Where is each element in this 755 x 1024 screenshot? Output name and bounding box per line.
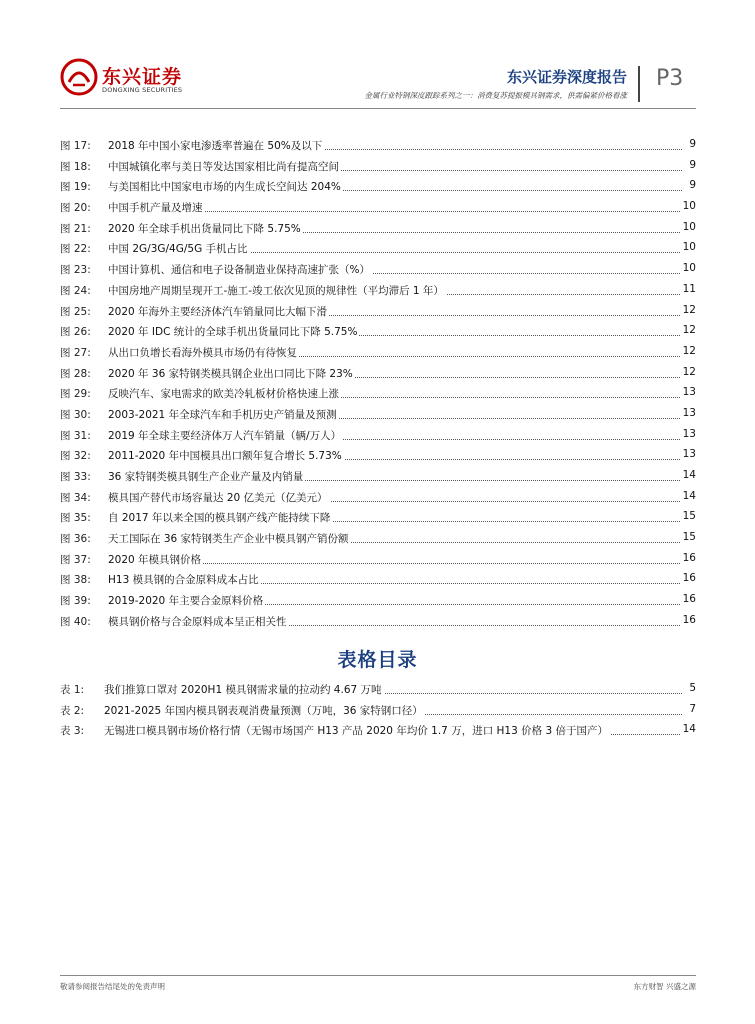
figure-entry[interactable]: 图 37: 2020 年模具钢价格 16 bbox=[60, 551, 696, 566]
page-header bbox=[0, 0, 755, 110]
report-subtitle: 金属行业特钢深度跟踪系列之一：消费复苏提振模具钢需求，供需偏紧价格看涨 bbox=[364, 91, 627, 100]
logo-mark-icon bbox=[60, 58, 98, 96]
figure-entry[interactable]: 图 28: 2020 年 36 家特钢类模具钢企业出口同比下降 23% 12 bbox=[60, 365, 696, 380]
figure-entry[interactable]: 图 24: 中国房地产周期呈现开工-施工-竣工依次见顶的规律性（平均滞后 1 年） 11 bbox=[60, 282, 696, 297]
logo-english-name: DONGXING SECURITIES bbox=[102, 86, 183, 94]
page-number: P3 bbox=[656, 66, 684, 91]
figure-list bbox=[60, 134, 696, 631]
figure-entry[interactable]: 图 39: 2019-2020 年主要合金原料价格 16 bbox=[60, 593, 696, 608]
figure-entry[interactable]: 图 25: 2020 年海外主要经济体汽车销量同比大幅下滑 12 bbox=[60, 303, 696, 318]
figure-entry[interactable]: 图 35: 自 2017 年以来全国的模具钢产线产能持续下降 15 bbox=[60, 510, 696, 525]
report-title: 东兴证券深度报告 bbox=[506, 68, 627, 86]
table-entry[interactable]: 表 1: 我们推算口罩对 2020H1 模具钢需求量的拉动约 4.67 万吨 5 bbox=[60, 682, 696, 696]
logo-chinese-name: 东兴证券 bbox=[102, 66, 183, 88]
figure-entry[interactable]: 图 33: 36 家特钢类模具钢生产企业产量及内销量 14 bbox=[60, 469, 696, 483]
figure-entry[interactable]: 图 29: 反映汽车、家电需求的欧美冷轧板材价格快速上涨 13 bbox=[60, 386, 696, 401]
table-list-heading: 表格目录 bbox=[337, 649, 418, 671]
figure-entry[interactable]: 图 30: 2003-2021 年全球汽车和手机历史产销量及预测 13 bbox=[60, 406, 696, 421]
figure-entry[interactable]: 图 20: 中国手机产量及增速 10 bbox=[60, 200, 696, 215]
figure-entry[interactable]: 图 27: 从出口负增长看海外模具市场仍有待恢复 12 bbox=[60, 344, 696, 359]
header-divider bbox=[638, 66, 640, 102]
figure-entry[interactable]: 图 23: 中国计算机、通信和电子设备制造业保持高速扩张（%） 10 bbox=[60, 262, 696, 277]
figure-entry[interactable]: 图 18: 中国城镇化率与美日等发达国家相比尚有提高空间 9 bbox=[60, 158, 696, 173]
figure-entry[interactable]: 图 21: 2020 年全球手机出货量同比下降 5.75% 10 bbox=[60, 220, 696, 235]
figure-entry[interactable]: 图 36: 天工国际在 36 家特钢类生产企业中模具钢产销份额 15 bbox=[60, 531, 696, 546]
figure-entry[interactable]: 图 17: 2018 年中国小家电渗透率普遍在 50%及以下 9 bbox=[60, 138, 696, 152]
header-rule bbox=[60, 108, 696, 109]
company-logo bbox=[60, 58, 190, 102]
figure-entry[interactable]: 图 32: 2011-2020 年中国模具出口额年复合增长 5.73% 13 bbox=[60, 448, 696, 463]
figure-entry[interactable]: 图 40: 模具钢价格与合金原料成本呈正相关性 16 bbox=[60, 613, 696, 628]
figure-entry[interactable]: 图 31: 2019 年全球主要经济体万人汽车销量（辆/万人） 13 bbox=[60, 427, 696, 442]
figure-entry[interactable]: 图 38: H13 模具钢的合金原料成本占比 16 bbox=[60, 572, 696, 587]
figure-entry[interactable]: 图 22: 中国 2G/3G/4G/5G 手机占比 10 bbox=[60, 241, 696, 256]
figure-entry[interactable]: 图 26: 2020 年 IDC 统计的全球手机出货量同比下降 5.75% 12 bbox=[60, 324, 696, 339]
table-entry[interactable]: 表 3: 无锡进口模具钢市场价格行情（无锡市场国产 H13 产品 2020 年均价 1.7 万，进口 H13 价格 3 倍于国产） 14 bbox=[60, 723, 696, 738]
table-entry[interactable]: 表 2: 2021-2025 年国内模具钢表观消费量预测（万吨，36 家特钢口径） 7 bbox=[60, 702, 696, 717]
footer-disclaimer: 敬请参阅报告结尾处的免责声明 bbox=[60, 982, 165, 991]
footer-slogan: 东方财智 兴盛之源 bbox=[633, 982, 696, 991]
figure-entry[interactable]: 图 19: 与美国相比中国家电市场的内生成长空间达 204% 9 bbox=[60, 179, 696, 194]
figure-entry[interactable]: 图 34: 模具国产替代市场容量达 20 亿美元（亿美元） 14 bbox=[60, 489, 696, 504]
footer-rule bbox=[60, 975, 696, 976]
table-list bbox=[60, 678, 696, 740]
